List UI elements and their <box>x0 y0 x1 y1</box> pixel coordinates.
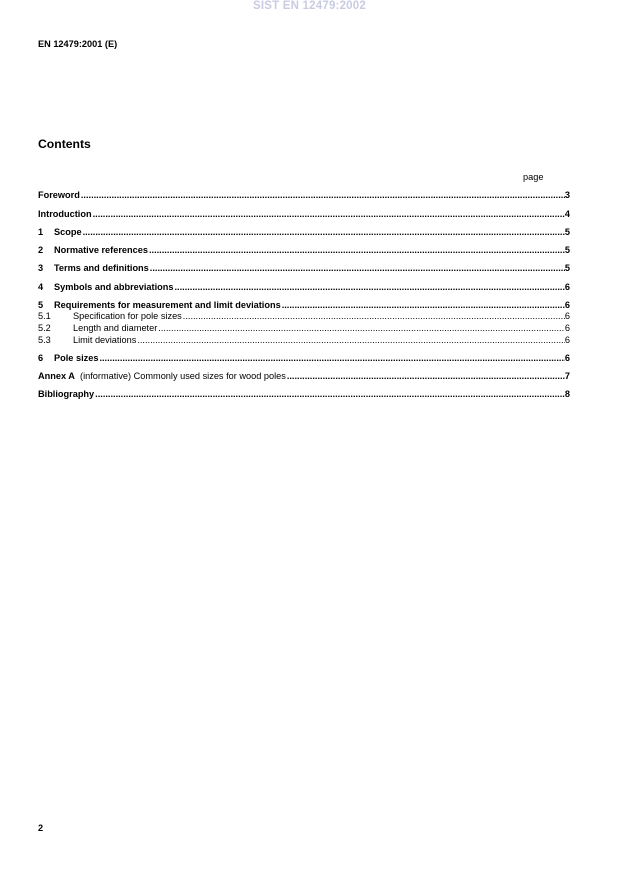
toc-entry-page: 8 <box>564 389 570 399</box>
toc-entry-normative-references[interactable] <box>38 245 570 256</box>
document-id: EN 12479:2001 (E) <box>38 39 118 49</box>
contents-heading: Contents <box>38 137 91 151</box>
dot-leader <box>83 227 565 238</box>
toc-entry-page: 5 <box>564 263 570 273</box>
dot-leader <box>93 209 565 220</box>
toc-entry-page: 3 <box>564 190 570 200</box>
toc-entry-introduction[interactable] <box>38 209 570 220</box>
toc-entry-number: 4 <box>38 282 44 292</box>
toc-entry-terms-and-definitions[interactable] <box>38 263 570 274</box>
toc-entry-number: 5 <box>38 300 44 310</box>
toc-entry-page: 4 <box>564 209 570 219</box>
toc-entry-number: 5.2 <box>38 323 51 333</box>
toc-entry-number: 3 <box>38 263 44 273</box>
toc-entry-page: 6 <box>564 323 570 333</box>
dot-leader <box>81 190 565 201</box>
toc-entry-scope[interactable] <box>38 227 570 238</box>
toc-entry-title: Foreword <box>38 190 80 200</box>
dot-leader <box>149 245 565 256</box>
toc-entry-length-and-diameter[interactable] <box>38 323 570 334</box>
toc-entry-page: 6 <box>564 353 570 363</box>
toc-entry-page: 6 <box>564 335 570 345</box>
toc-entry-number: 6 <box>38 353 44 363</box>
toc-entry-number: 2 <box>38 245 44 255</box>
dot-leader <box>150 263 565 274</box>
dot-leader <box>158 323 565 334</box>
toc-entry-page: 6 <box>564 311 570 321</box>
dot-leader <box>282 300 565 311</box>
toc-entry-title: Limit deviations <box>73 335 137 345</box>
toc-entry-number: 5.1 <box>38 311 51 321</box>
annex-title: (informative) Commonly used sizes for wood poles <box>80 371 286 381</box>
toc-entry-specification-for-pole-sizes[interactable] <box>38 311 570 322</box>
toc-entry-foreword[interactable] <box>38 190 570 201</box>
toc-entry-title <box>38 371 286 382</box>
toc-entry-page: 7 <box>564 371 570 381</box>
toc-entry-title: Specification for pole sizes <box>73 311 182 321</box>
toc-entry-title: Normative references <box>54 245 148 255</box>
toc-entry-title: Bibliography <box>38 389 95 399</box>
dot-leader <box>95 389 565 400</box>
toc-entry-page: 6 <box>564 300 570 310</box>
toc-entry-requirements[interactable] <box>38 300 570 311</box>
toc-entry-title: Scope <box>54 227 82 237</box>
dot-leader <box>99 353 564 364</box>
dot-leader <box>183 311 565 322</box>
toc-entry-number: 1 <box>38 227 44 237</box>
annex-label: Annex A <box>38 371 75 381</box>
toc-entry-pole-sizes[interactable] <box>38 353 570 364</box>
page-number: 2 <box>38 823 44 833</box>
toc-entry-title: Pole sizes <box>54 353 99 363</box>
toc-entry-title: Introduction <box>38 209 92 219</box>
toc-entry-bibliography[interactable] <box>38 389 570 400</box>
dot-leader <box>287 371 565 382</box>
page-column-label: page <box>523 172 544 182</box>
toc-entry-page: 6 <box>564 282 570 292</box>
toc-entry-title: Length and diameter <box>73 323 158 333</box>
toc-entry-page: 5 <box>564 227 570 237</box>
toc-entry-number: 5.3 <box>38 335 51 345</box>
toc-entry-page: 5 <box>564 245 570 255</box>
toc-entry-title: Requirements for measurement and limit deviations <box>54 300 281 310</box>
toc-entry-limit-deviations[interactable] <box>38 335 570 346</box>
dot-leader <box>174 282 564 293</box>
toc-entry-title: Terms and definitions <box>54 263 149 273</box>
dot-leader <box>137 335 565 346</box>
watermark: SIST EN 12479:2002 <box>253 0 366 12</box>
toc-entry-annex-a[interactable] <box>38 371 570 382</box>
toc-entry-symbols-and-abbreviations[interactable] <box>38 282 570 293</box>
toc-entry-title: Symbols and abbreviations <box>54 282 174 292</box>
